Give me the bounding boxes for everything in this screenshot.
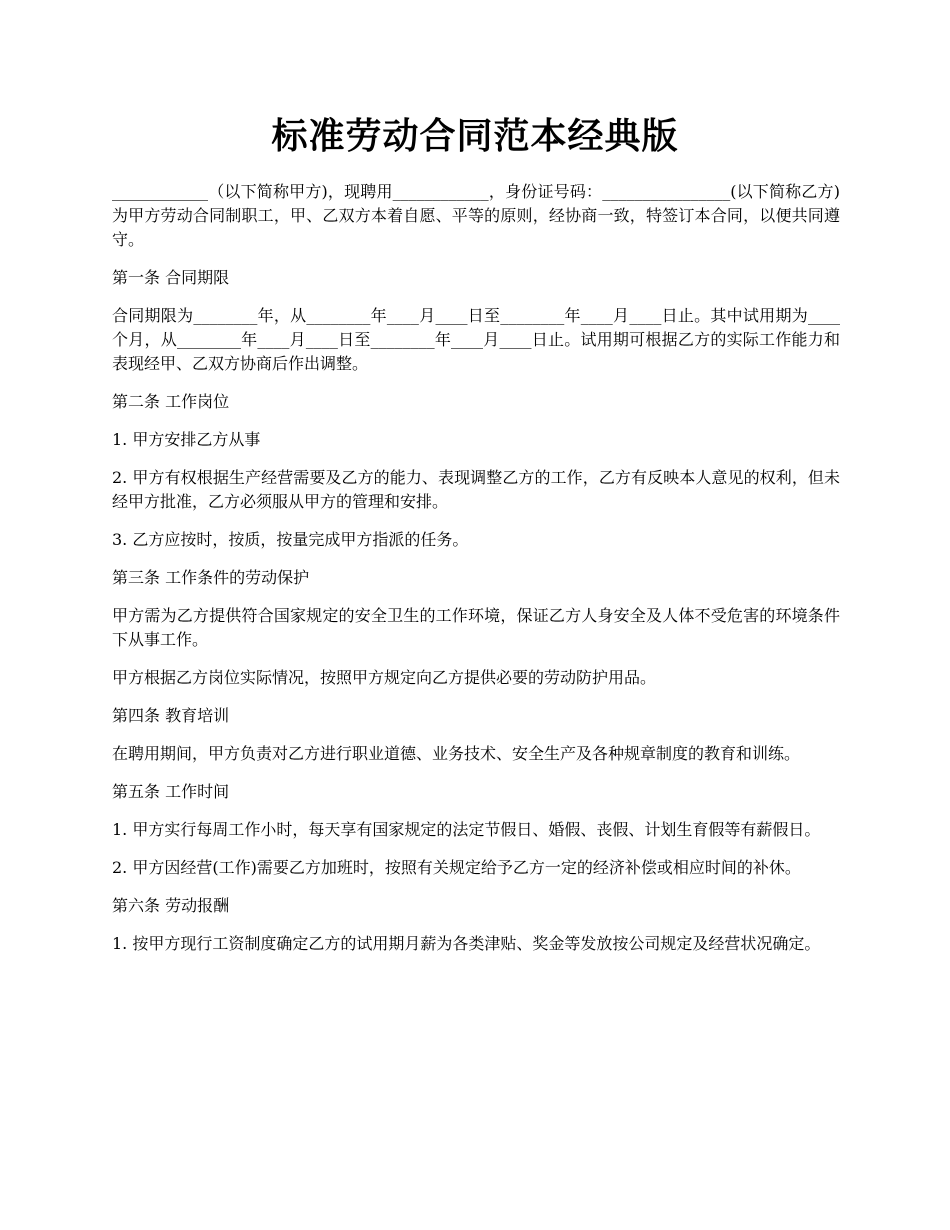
- document-body: [112, 180, 840, 970]
- document-title: 标准劳动合同范本经典版: [271, 115, 679, 157]
- article-3-heading: 第三条 工作条件的劳动保护: [112, 568, 310, 587]
- article-5-item-2: 2. 甲方因经营(工作)需要乙方加班时，按照有关规定给予乙方一定的经济补偿或相应时间的补休。: [112, 858, 801, 877]
- article-3-paragraph-2: 甲方根据乙方岗位实际情况，按照甲方规定向乙方提供必要的劳动防护用品。: [112, 668, 657, 687]
- article-5-item-1: 1. 甲方实行每周工作小时，每天享有国家规定的法定节假日、婚假、丧假、计划生育假等有薪假日。: [112, 820, 821, 839]
- article-1-heading: 第一条 合同期限: [112, 268, 230, 287]
- article-6-heading: 第六条 劳动报酬: [112, 896, 230, 915]
- article-1-paragraph: 合同期限为________年，从________年____月____日至________年____月____日止。其中试用期为____个月，从________年____月____日至________年____月____日止。试用期可根据乙方的实际工作能力和表现经甲、乙双方协商后作出调整。: [112, 306, 840, 373]
- article-2-heading: 第二条 工作岗位: [112, 392, 230, 411]
- article-3-paragraph-1: 甲方需为乙方提供符合国家规定的安全卫生的工作环境，保证乙方人身安全及人体不受危害的环境条件下从事工作。: [112, 606, 840, 649]
- article-6-item-1: 1. 按甲方现行工资制度确定乙方的试用期月薪为各类津贴、奖金等发放按公司规定及经营状况确定。: [112, 934, 821, 953]
- article-2-item-2: 2. 甲方有权根据生产经营需要及乙方的能力、表现调整乙方的工作，乙方有反映本人意见的权利，但未经甲方批准，乙方必须服从甲方的管理和安排。: [112, 468, 840, 511]
- article-4-heading: 第四条 教育培训: [112, 706, 230, 725]
- article-2-item-1: 1. 甲方安排乙方从事: [112, 430, 261, 449]
- article-4-paragraph: 在聘用期间，甲方负责对乙方进行职业道德、业务技术、安全生产及各种规章制度的教育和训练。: [112, 744, 801, 763]
- article-5-heading: 第五条 工作时间: [112, 782, 230, 801]
- article-2-item-3: 3. 乙方应按时，按质，按量完成甲方指派的任务。: [112, 530, 469, 549]
- preamble-paragraph: ____________（以下简称甲方)，现聘用____________，身份证号码：________________(以下简称乙方)为甲方劳动合同制职工，甲、乙双方本着自愿、平等的原则，经协商一致，特签订本合同，以便共同遵守。: [112, 182, 840, 249]
